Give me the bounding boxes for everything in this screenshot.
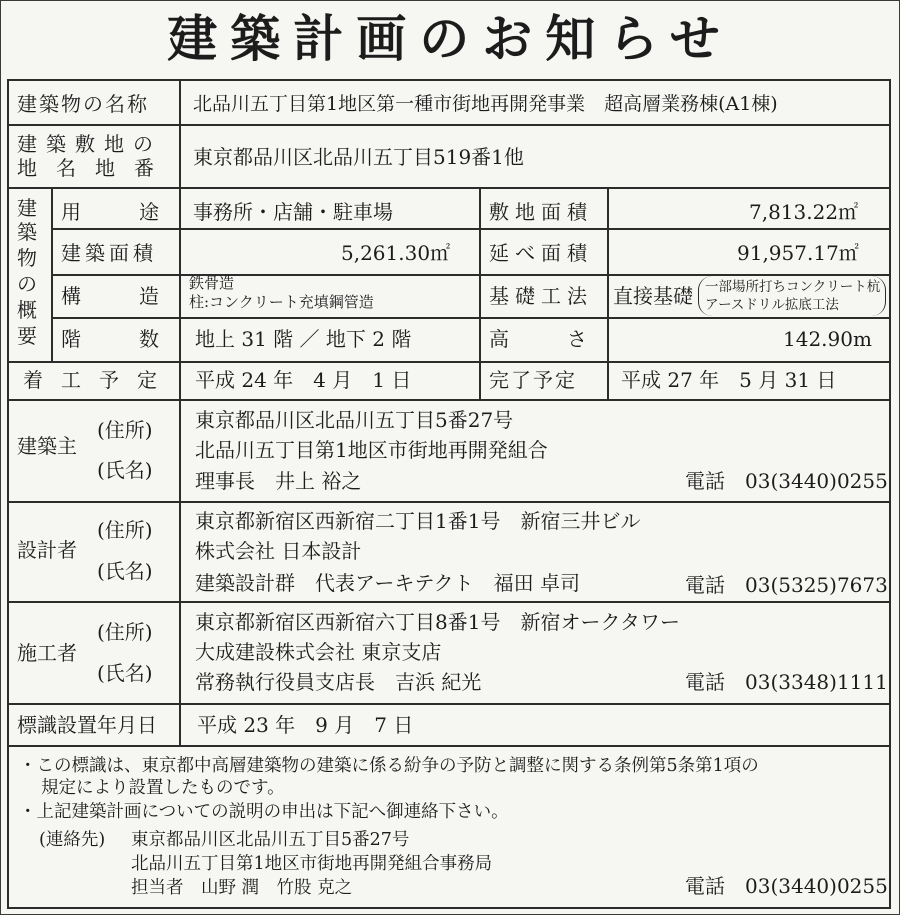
contact-org: 北品川五丁目第1地区市街地再開発組合事務局 <box>131 854 493 874</box>
building-area-value: 5,261.30㎡ <box>341 241 451 265</box>
row-divider <box>9 501 889 503</box>
row-divider <box>9 745 889 747</box>
structure-value-line2: 柱:コンクリート充填鋼管造 <box>189 293 374 311</box>
site-address-value: 東京都品川区北品川五丁目519番1他 <box>193 145 524 169</box>
foundation-label: 基礎工法 <box>489 284 593 308</box>
floors-label: 階数 <box>61 327 217 351</box>
row-divider <box>9 361 889 363</box>
contractor-name-tag: (氏名) <box>97 661 153 685</box>
site-address-label-line1: 建築敷地の <box>17 132 162 156</box>
end-label: 完了予定 <box>489 368 577 392</box>
site-address-label-line2: 地名地番 <box>17 156 173 180</box>
contact-person: 担当者 山野 潤 竹股 克之 <box>131 878 353 898</box>
designer-phone: 電話 03(5325)7673 <box>685 573 888 597</box>
col-divider <box>179 81 181 399</box>
notice-title-text: 建築計画のお知らせ <box>167 9 733 68</box>
designer-address-tag: (住所) <box>97 518 153 542</box>
contact-tag: (連絡先) <box>39 830 106 850</box>
designer-name-line1: 株式会社 日本設計 <box>195 539 362 563</box>
overview-label-5: 概 <box>17 298 37 322</box>
building-name-value: 北品川五丁目第1地区第一種市街地再開発事業 超高層業務棟(A1棟) <box>193 93 778 115</box>
overview-label-6: 要 <box>17 324 37 348</box>
row-divider <box>51 317 889 319</box>
height-label: 高さ <box>489 327 645 351</box>
col-divider <box>179 399 181 745</box>
structure-label: 構造 <box>61 284 217 308</box>
sign-date-label: 標識設置年月日 <box>17 713 157 737</box>
overview-label-2: 築 <box>17 220 37 244</box>
owner-address: 東京都品川区北品川五丁目5番27号 <box>195 408 514 432</box>
total-floor-area-label: 延べ面積 <box>489 241 593 265</box>
contractor-address: 東京都新宿区西新宿六丁目8番1号 新宿オークタワー <box>195 610 681 634</box>
start-value: 平成 24 年 4 月 1 日 <box>195 368 412 392</box>
row-divider <box>9 601 889 603</box>
foundation-note-line2: アースドリル拡底工法 <box>705 297 839 313</box>
building-name-label: 建築物の名称 <box>17 92 149 116</box>
owner-name-line2: 理事長 井上 裕之 <box>195 469 362 493</box>
overview-label-4: の <box>17 272 37 296</box>
floors-value: 地上 31 階 ／ 地下 2 階 <box>195 327 412 351</box>
contact-address: 東京都品川区北品川五丁目5番27号 <box>131 830 410 850</box>
contractor-label: 施工者 <box>17 641 77 665</box>
row-divider <box>9 703 889 705</box>
col-divider <box>51 187 53 361</box>
note-line3: ・上記建築計画についての説明の申出は下記へ御連絡下さい。 <box>19 802 509 822</box>
start-label: 着工予定 <box>23 368 175 392</box>
contact-phone: 電話 03(3440)0255 <box>685 874 888 898</box>
designer-label: 設計者 <box>17 538 77 562</box>
contractor-name-line1: 大成建設株式会社 東京支店 <box>195 640 442 664</box>
sign-date-value: 平成 23 年 9 月 7 日 <box>197 713 414 737</box>
overview-label-1: 建 <box>17 196 37 220</box>
row-divider <box>51 228 889 230</box>
row-divider <box>9 187 889 189</box>
col-divider <box>479 187 481 399</box>
use-value: 事務所・店舗・駐車場 <box>193 200 393 224</box>
contractor-address-tag: (住所) <box>97 620 153 644</box>
contractor-phone: 電話 03(3348)1111 <box>685 670 888 694</box>
height-value: 142.90m <box>783 327 872 351</box>
overview-label-3: 物 <box>17 246 37 270</box>
total-floor-area-value: 91,957.17㎡ <box>737 241 859 265</box>
designer-address: 東京都新宿区西新宿二丁目1番1号 新宿三井ビル <box>195 509 641 533</box>
use-label: 用途 <box>61 200 217 224</box>
owner-label: 建築主 <box>17 434 77 458</box>
site-area-label: 敷地面積 <box>489 200 593 224</box>
note-line2: 規定により設置したものです。 <box>41 778 285 798</box>
building-area-label: 建築面積 <box>61 241 157 265</box>
foundation-note-line1: 一部場所打ちコンクリート杭 <box>705 279 881 295</box>
row-divider <box>9 399 889 401</box>
designer-name-line2: 建築設計群 代表アーキテクト 福田 卓司 <box>195 571 580 595</box>
row-divider <box>9 124 889 126</box>
owner-phone: 電話 03(3440)0255 <box>685 469 888 493</box>
contractor-name-line2: 常務執行役員支店長 吉浜 紀光 <box>195 670 482 694</box>
owner-address-tag: (住所) <box>97 418 153 442</box>
structure-value-line1: 鉄骨造 <box>189 274 235 292</box>
end-value: 平成 27 年 5 月 31 日 <box>621 368 837 392</box>
col-divider <box>607 187 609 399</box>
note-line1: ・この標識は、東京都中高層建築物の建築に係る紛争の予防と調整に関する条例第5条第1項の <box>19 756 759 776</box>
owner-name-tag: (氏名) <box>97 458 153 482</box>
designer-name-tag: (氏名) <box>97 559 153 583</box>
notice-title <box>1 1 899 77</box>
site-area-value: 7,813.22㎡ <box>749 200 859 224</box>
owner-name-line1: 北品川五丁目第1地区市街地再開発組合 <box>195 438 548 462</box>
foundation-value: 直接基礎 <box>613 284 693 308</box>
